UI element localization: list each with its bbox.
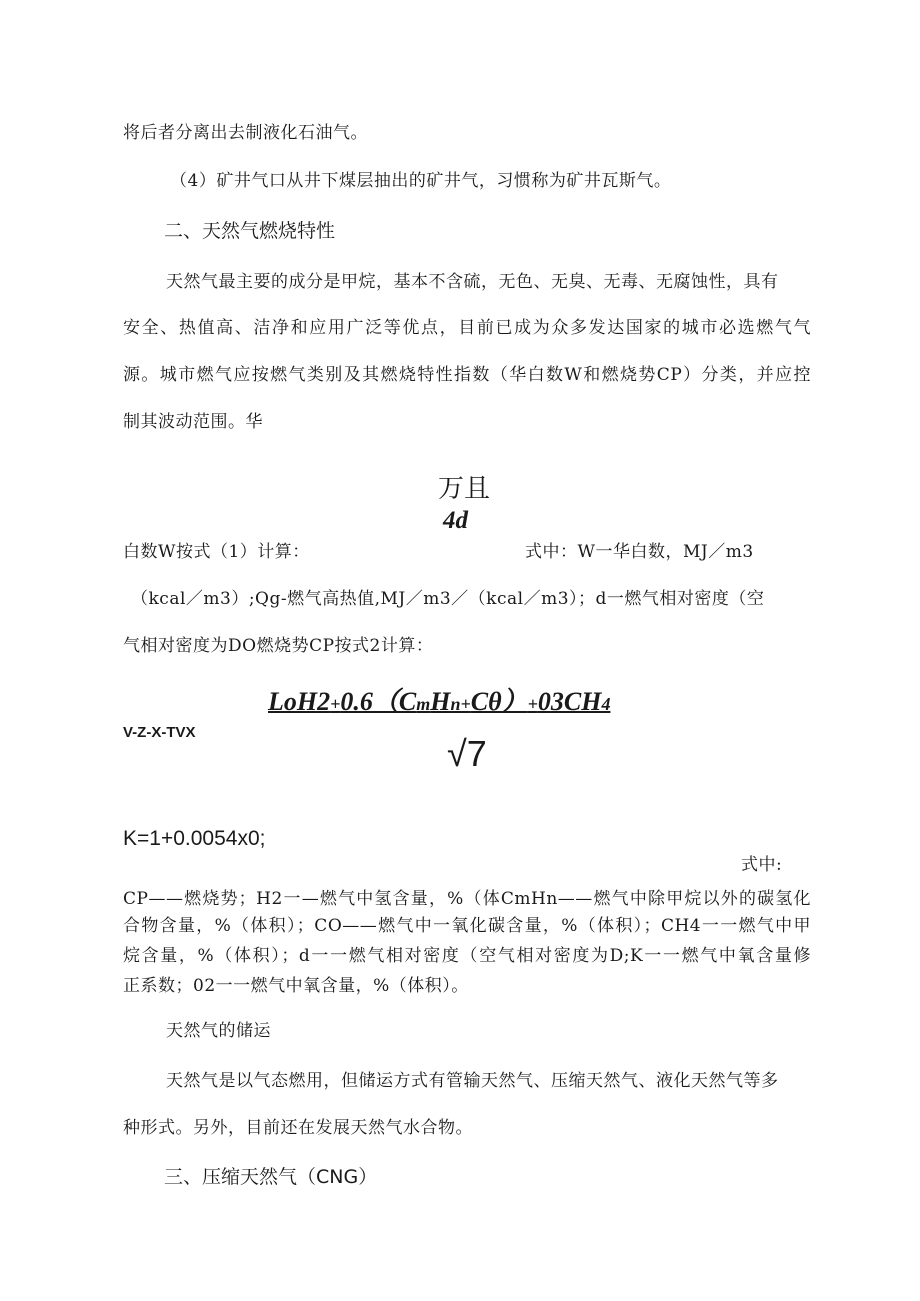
subscript-4: 4 xyxy=(601,694,611,714)
text-line: （4）矿井气口从井下煤层抽出的矿井气，习惯称为矿井瓦斯气。 xyxy=(170,171,672,191)
definition-line: 合物含量，%（体积）；CO——燃气中一氧化碳含量，%（体积）；CH4一一燃气中甲 xyxy=(123,916,811,936)
paragraph-line: 式中：W一华白数，MJ／m3 xyxy=(525,542,754,562)
plus-sign: + xyxy=(330,694,341,714)
paragraph-line: 制其波动范围。华 xyxy=(123,412,263,432)
paragraph-line: 气相对密度为DO燃烧势CP按式2计算： xyxy=(123,636,434,656)
paragraph-line: （kcal／m3）;Qg-燃气高热值,MJ／m3／（kcal／m3）；d一燃气相对密度（空 xyxy=(131,589,765,609)
paragraph-line: 天然气最主要的成分是甲烷，基本不含硫，无色、无臭、无毒、无腐蚀性，具有 xyxy=(166,272,779,292)
subscript-n: n+ xyxy=(450,694,471,714)
section-heading: 三、压缩天然气（CNG） xyxy=(164,1166,378,1188)
subscript-m: m xyxy=(416,694,431,714)
definition-line: CP——燃烧势；H2一—燃气中氢含量，%（体CmHn——燃气中除甲烷以外的碳氢化 xyxy=(123,889,811,909)
term-cmhn: 0.6（C xyxy=(340,687,417,716)
paragraph-line: 天然气是以气态燃用，但储运方式有管输天然气、压缩天然气、液化天然气等多 xyxy=(166,1071,779,1091)
formula-denominator-sqrt: √7 xyxy=(447,733,487,774)
plus-sign: + xyxy=(527,694,538,714)
term-h: H xyxy=(430,687,451,716)
k-equation: K=1+0.0054x0; xyxy=(123,827,266,850)
paragraph-line: 种形式。另外，目前还在发展天然气水合物。 xyxy=(123,1118,473,1138)
paragraph-line: 源。城市燃气应按燃气类别及其燃烧特性指数（华白数W和燃烧势CP）分类，并应控 xyxy=(123,365,811,385)
formula-label: V-Z-X-TVX xyxy=(123,724,196,741)
definition-line: 正系数；02一一燃气中氧含量，%（体积）。 xyxy=(123,976,469,996)
formula-numerator: 万且 xyxy=(438,474,491,504)
formula-numerator-cp xyxy=(268,687,610,719)
term-co: Cθ） xyxy=(470,687,528,716)
where-label: 式中: xyxy=(741,855,783,875)
paragraph-line: 白数W按式（1）计算： xyxy=(123,542,310,562)
formula-denominator: 4d xyxy=(443,507,468,534)
term-ch4: 03CH xyxy=(537,687,602,716)
text-line: 将后者分离出去制液化石油气。 xyxy=(123,123,368,143)
term-h2: LoH2 xyxy=(268,687,331,716)
paragraph-line: 安全、热值高、洁净和应用广泛等优点，目前已成为众多发达国家的城市必选燃气气 xyxy=(123,318,811,338)
section-heading: 二、天然气燃烧特性 xyxy=(164,220,336,242)
subheading: 天然气的储运 xyxy=(166,1021,271,1041)
definition-line: 烷含量，%（体积）；d一一燃气相对密度（空气相对密度为D;K一一燃气中氧含量修 xyxy=(123,946,811,966)
